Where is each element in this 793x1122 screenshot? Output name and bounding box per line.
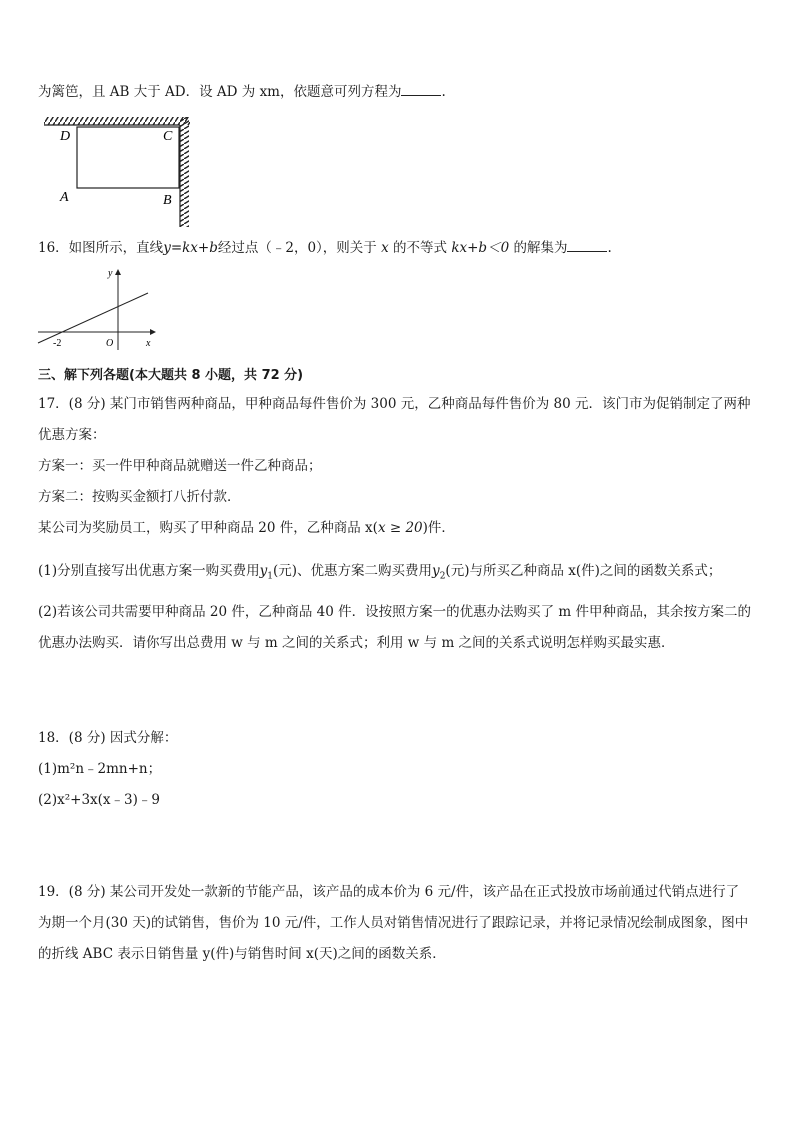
q17-l6a: (1)分别直接写出优惠方案一购买费用 — [38, 563, 260, 579]
axis-y-label: y — [108, 268, 113, 279]
q15-statement: 为篱笆，且 AB 大于 AD．设 AD 为 xm，依题意可列方程为 — [38, 84, 402, 100]
top-wall — [44, 117, 190, 125]
q17-part2-line2: 优惠办法购买．请你写出总费用 w 与 m 之间的关系式；利用 w 与 m 之间的关系式说明怎样购买最实惠． — [38, 635, 675, 651]
q16-graph — [34, 266, 164, 352]
section-heading: 三、解下列各题(本大题共 8 小题，共 72 分) — [38, 368, 304, 383]
q17-part1 — [38, 561, 721, 587]
axis-x-label: x — [146, 338, 151, 349]
q16-equation: y=kx+b — [163, 240, 218, 256]
q17-l5c: )件． — [422, 520, 455, 536]
q16-mid: 经过点（﹣2，0），则关于 — [217, 240, 377, 256]
q15-text — [38, 82, 446, 102]
q17-l5a: 某公司为奖励员工，购买了甲种商品 20 件，乙种商品 x( — [38, 520, 378, 536]
q17-plan1: 方案一：买一件甲种商品就赠送一件乙种商品； — [38, 458, 322, 474]
answer-blank[interactable] — [401, 83, 441, 96]
q17-line1: 17．(8 分) 某门市销售两种商品，甲种商品每件售价为 300 元，乙种商品每件售价为 80 元．该门市为促销制定了两种 — [38, 396, 751, 412]
q16-inequality: kx+b＜0 — [451, 240, 510, 256]
y2-symbol: y — [432, 563, 440, 579]
q17-l6b: (元)、优惠方案二购买费用 — [273, 563, 433, 579]
label-B: B — [163, 193, 172, 208]
label-C: C — [163, 129, 173, 144]
q19-line2: 为期一个月(30 天)的试销售，售价为 10 元/件，工作人员对销售情况进行了跟踪记录，并将记录情况绘制成图象，图中 — [38, 915, 749, 931]
q15-figure — [40, 114, 200, 230]
right-wall — [180, 117, 189, 227]
q16-prefix: 16．如图所示，直线 — [38, 240, 164, 256]
tick-neg2: -2 — [53, 338, 62, 349]
answer-blank[interactable] — [567, 239, 607, 252]
q17-l6c: (元)与所买乙种商品 x(件)之间的函数关系式； — [445, 563, 722, 579]
q17-line2: 优惠方案： — [38, 427, 106, 443]
q16-mid2: 的不等式 — [393, 240, 448, 256]
line-kx-b — [38, 293, 148, 343]
q16-var: x — [381, 240, 389, 256]
q19-line3: 的折线 ABC 表示日销售量 y(件)与销售时间 x(天)之间的函数关系． — [38, 946, 446, 962]
q18-line1: 18．(8 分) 因式分解： — [38, 730, 178, 746]
q16-suffix: 的解集为 — [513, 240, 568, 256]
q16-text — [38, 238, 612, 258]
q18-part1: (1)m²n﹣2mn+n； — [38, 761, 162, 777]
q17-line5 — [38, 518, 455, 538]
label-A: A — [60, 190, 69, 205]
y1-sub: 1 — [267, 571, 273, 582]
q17-condition: x ≥ 20 — [377, 520, 423, 536]
q19-line1: 19．(8 分) 某公司开发处一款新的节能产品，该产品的成本价为 6 元/件，该产品在正式投放市场前通过代销点进行了 — [38, 884, 740, 900]
q15-period: . — [441, 84, 446, 100]
y2-sub: 2 — [439, 571, 446, 582]
y1-symbol: y — [259, 563, 268, 579]
q18-part2: (2)x²+3x(x﹣3)﹣9 — [38, 792, 160, 808]
label-D: D — [60, 129, 71, 144]
q17-part2-line1: (2)若该公司共需要甲种商品 20 件，乙种商品 40 件．设按照方案一的优惠办法购买了 m 件甲种商品，其余按方案二的 — [38, 604, 752, 620]
q17-plan2: 方案二：按购买金额打八折付款． — [38, 489, 241, 505]
origin-label: O — [106, 338, 114, 349]
q16-period: . — [607, 240, 612, 256]
